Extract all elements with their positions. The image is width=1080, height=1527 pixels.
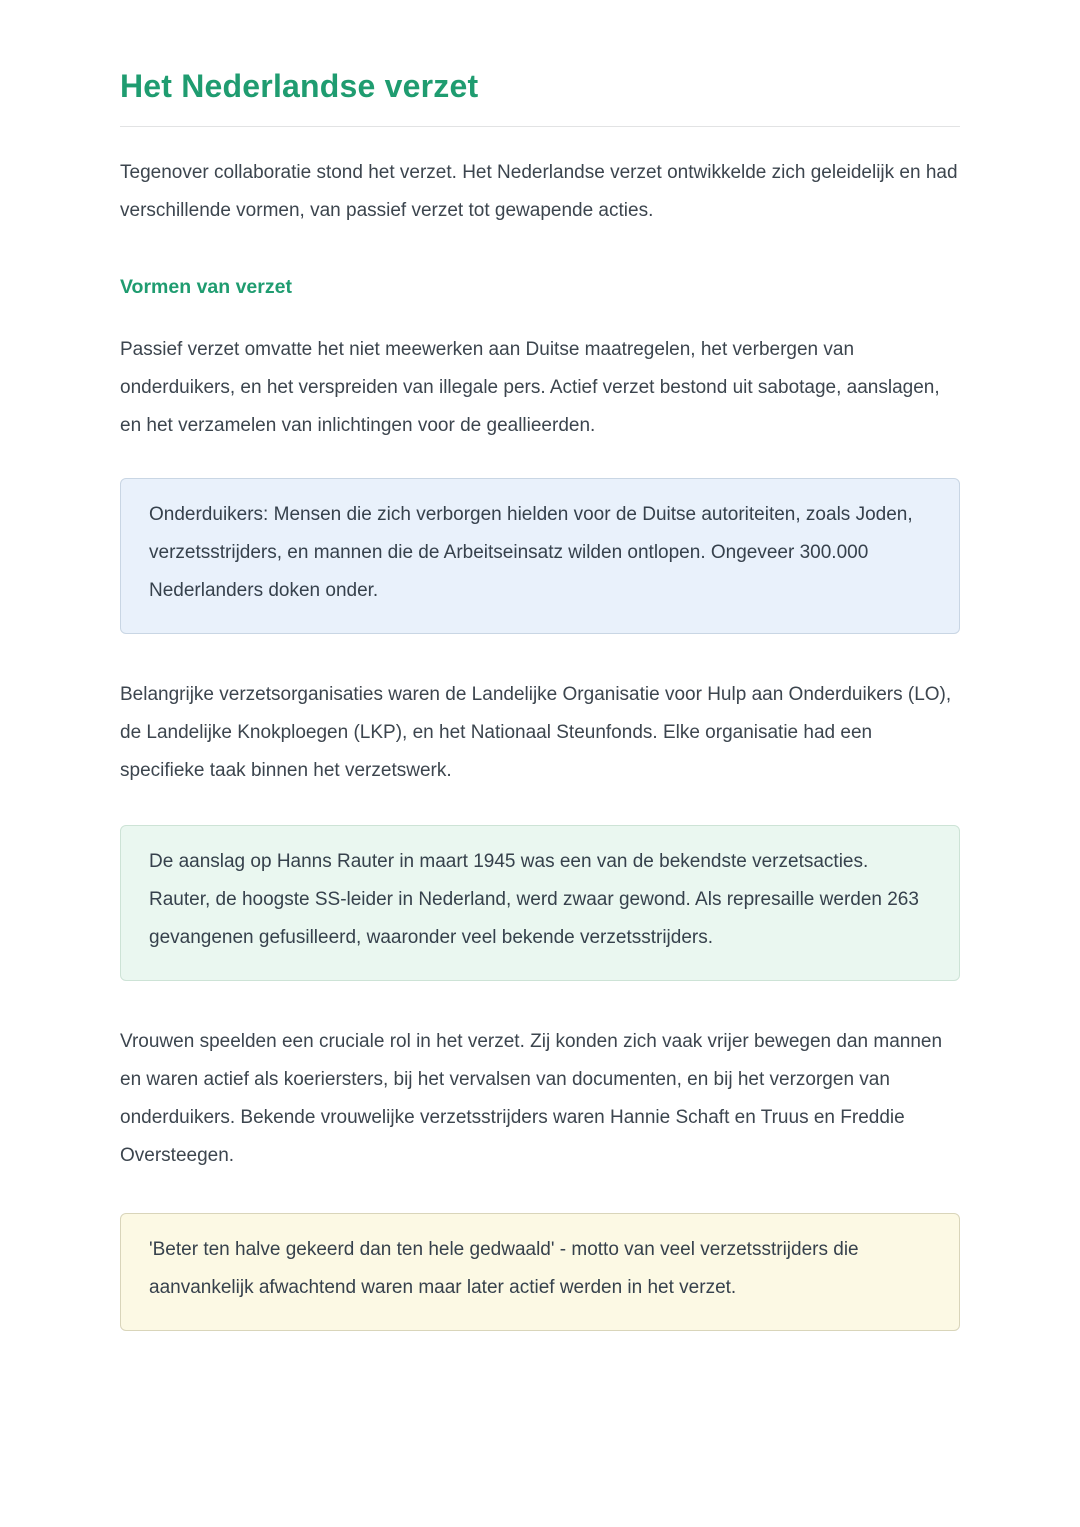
example-callout-text: De aanslag op Hanns Rauter in maart 1945 was een van de bekendste verzetsacties. Rauter, de hoogste SS-leider in Nederland, werd zwaar gewond. Als represaille werden 263 gevangenen gefusilleerd, waaronder veel bekende verzetsstrijders. bbox=[149, 851, 919, 948]
intro-paragraph: Tegenover collaboratie stond het verzet. Het Nederlandse verzet ontwikkelde zich geleidelijk en had verschillende vormen, van passief verzet tot gewapende acties. bbox=[120, 162, 958, 221]
vormen-paragraph: Passief verzet omvatte het niet meewerken aan Duitse maatregelen, het verbergen van onderduikers, en het verspreiden van illegale pers. Actief verzet bestond uit sabotage, aanslagen, en het verzamelen van inlichtingen voor de geallieerden. bbox=[120, 339, 940, 436]
quote-callout-text: 'Beter ten halve gekeerd dan ten hele gedwaald' - motto van veel verzetsstrijders die aanvankelijk afwachtend waren maar later actief werden in het verzet. bbox=[149, 1239, 859, 1298]
page-title: Het Nederlandse verzet bbox=[120, 68, 479, 104]
title-divider bbox=[120, 126, 960, 127]
definition-callout-text: Onderduikers: Mensen die zich verborgen hielden voor de Duitse autoriteiten, zoals Joden, verzetsstrijders, en mannen die de Arbeitseinsatz wilden ontlopen. Ongeveer 300.000 Nederlanders doken onder. bbox=[149, 504, 913, 601]
document-content bbox=[120, 0, 960, 1331]
section-heading-vormen-van-verzet: Vormen van verzet bbox=[120, 276, 292, 298]
quote-callout bbox=[120, 1213, 960, 1331]
definition-callout bbox=[120, 478, 960, 634]
vrouwen-paragraph: Vrouwen speelden een cruciale rol in het verzet. Zij konden zich vaak vrijer bewegen dan mannen en waren actief als koeriersters, bij het vervalsen van documenten, en bij het verzorgen van onderduikers. Bekende vrouwelijke verzetsstrijders waren Hannie Schaft en Truus en Freddie Oversteegen. bbox=[120, 1031, 943, 1166]
example-callout bbox=[120, 825, 960, 981]
organisaties-paragraph: Belangrijke verzetsorganisaties waren de Landelijke Organisatie voor Hulp aan Onderduikers (LO), de Landelijke Knokploegen (LKP), en het Nationaal Steunfonds. Elke organisatie had een specifieke taak binnen het verzetswerk. bbox=[120, 684, 952, 781]
